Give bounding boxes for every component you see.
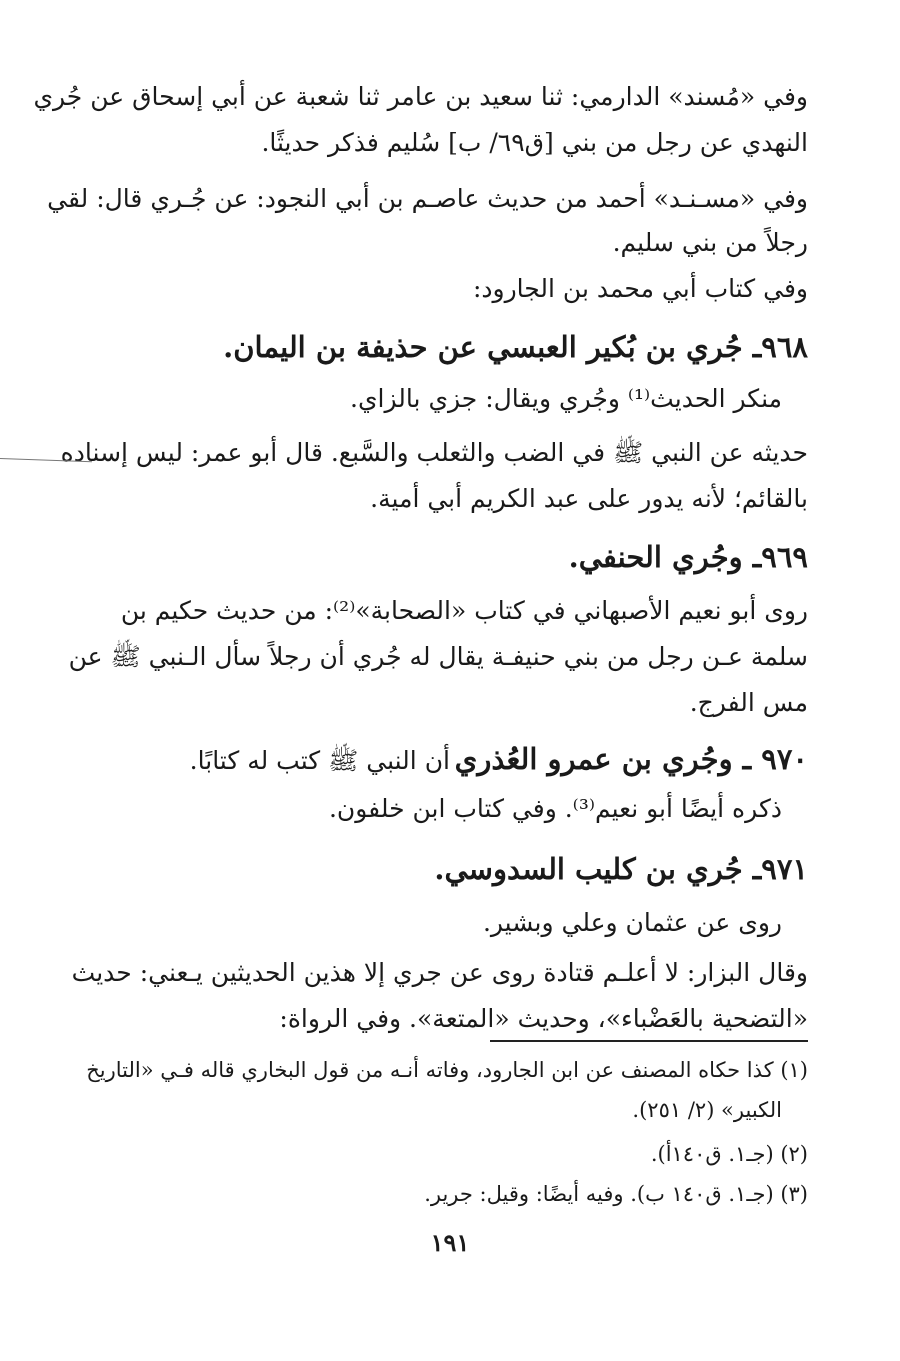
entry-heading-969: ٩٦٩ـ وجُري الحنفي. [568,540,808,574]
text-line: حديثه عن النبي ﷺ في الضب والثعلب والسَّبع. قال أبو عمر: ليس إسناده [60,438,808,467]
footnote-line: الكبير» (٢/ ٢٥١). [632,1098,782,1122]
footnote-line: (٢) (جـ١. ق١٤٠أ). [650,1142,808,1166]
text-line: روى عن عثمان وعلي وبشير. [482,908,782,937]
entry-heading-970: ٩٧٠ ـ وجُري بن عمرو العُذري [454,742,808,776]
text-line: رجلاً من بني سليم. [612,228,808,257]
text-line: وفي «مُسند» الدارمي: ثنا سعيد بن عامر ثنا شعبة عن أبي إسحاق عن جُري [33,82,808,111]
text-line: وفي كتاب أبي محمد بن الجارود: [472,274,808,303]
footnote-separator [490,1040,808,1042]
text-line: ذكره أيضًا أبو نعيم⁽³⁾. وفي كتاب ابن خلفون. [328,794,782,823]
text-line: مس الفرج. [689,688,808,717]
entry-heading-971: ٩٧١ـ جُري بن كليب السدوسي. [434,852,808,886]
text-line: روى أبو نعيم الأصبهاني في كتاب «الصحابة»⁽²⁾: من حديث حكيم بن [120,596,808,625]
text-line: سلمة عـن رجل من بني حنيفـة يقال له جُري أن رجلاً سأل الـنبي ﷺ عن [68,642,808,671]
page-number: ١٩١ [430,1228,470,1257]
text-line: أن النبي ﷺ كتب له كتابًا. [189,746,450,775]
text-line: بالقائم؛ لأنه يدور على عبد الكريم أبي أمية. [370,484,808,513]
footnote-line: (٣) (جـ١. ق١٤٠ ب). وفيه أيضًا: وقيل: جرير. [424,1182,808,1206]
text-line: وقال البزار: لا أعلـم قتادة روى عن جري إلا هذين الحديثين يـعني: حديث [71,958,808,987]
footnote-line: (١) كذا حكاه المصنف عن ابن الجارود، وفاته أنـه من قول البخاري قاله فـي «التاريخ [86,1058,808,1082]
text-line: النهدي عن رجل من بني [ق٦٩/ ب] سُليم فذكر حديثًا. [261,128,808,157]
text-line: وفي «مسـنـد» أحمد من حديث عاصـم بن أبي النجود: عن جُـري قال: لقي [47,184,808,213]
text-line: منكر الحديث⁽¹⁾ وجُري ويقال: جزي بالزاي. [350,384,782,413]
text-line: «التضحية بالعَضْباء»، وحديث «المتعة». وفي الرواة: [279,1004,808,1033]
entry-heading-968: ٩٦٨ـ جُري بن بُكير العبسي عن حذيفة بن اليمان. [223,330,808,364]
